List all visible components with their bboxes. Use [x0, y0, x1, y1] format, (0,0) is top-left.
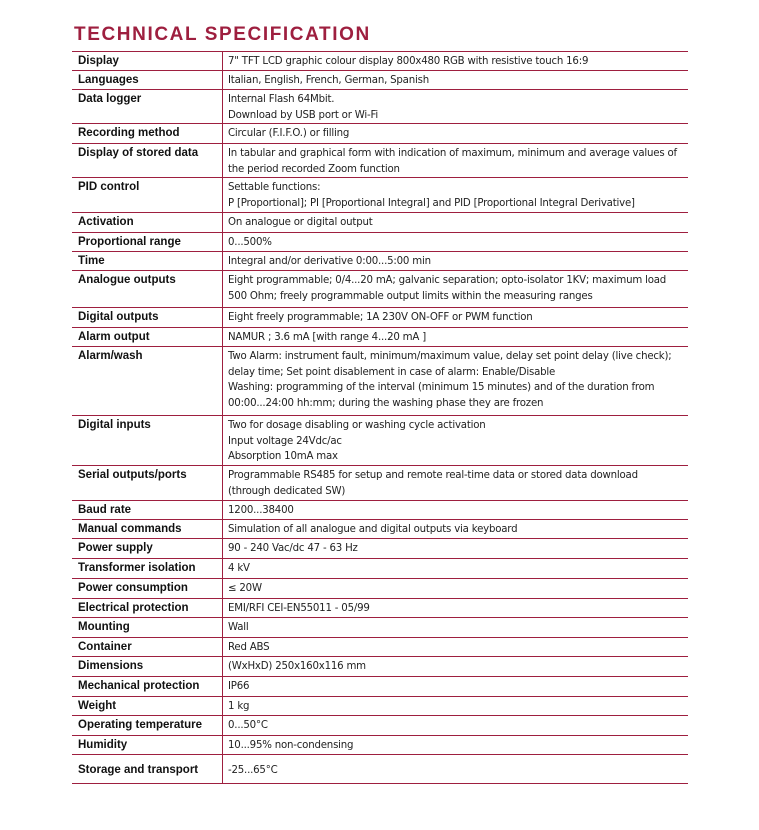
spec-value-line: Eight freely programmable; 1A 230V ON-OFF or PWM function: [228, 312, 533, 323]
spec-value-line: EMI/RFI CEI-EN55011 - 05/99: [228, 603, 370, 614]
spec-row: [72, 559, 688, 579]
spec-row: [72, 52, 688, 71]
spec-label: Operating temperature: [78, 719, 202, 731]
spec-row: [72, 178, 688, 213]
spec-row: [72, 124, 688, 144]
spec-value-line: 0...50°C: [228, 720, 268, 731]
spec-value-line: Programmable RS485 for setup and remote real-time data or stored data download: [228, 470, 638, 481]
spec-row: [72, 71, 688, 90]
spec-value-line: the period recorded Zoom function: [228, 163, 400, 175]
spec-label: Analogue outputs: [78, 274, 176, 286]
spec-value-line: 0...500%: [228, 237, 272, 248]
spec-row: [72, 716, 688, 736]
spec-row: [72, 233, 688, 252]
spec-label: PID control: [78, 181, 140, 193]
spec-row: [72, 416, 688, 466]
spec-value: [222, 579, 688, 598]
spec-value-line: Red ABS: [228, 642, 270, 653]
spec-label: Transformer isolation: [78, 562, 196, 574]
spec-value: [222, 252, 688, 270]
spec-row: [72, 697, 688, 716]
spec-value-line: (through dedicated SW): [228, 485, 346, 497]
spec-value: [222, 308, 688, 327]
spec-value-line: 1200...38400: [228, 505, 294, 516]
spec-value-line: ≤ 20W: [228, 583, 262, 594]
spec-label: Display of stored data: [78, 147, 199, 159]
spec-value: [222, 599, 688, 617]
spec-value: [222, 501, 688, 519]
spec-label: Weight: [78, 700, 117, 712]
spec-row: [72, 466, 688, 501]
spec-row: [72, 213, 688, 233]
spec-row: [72, 90, 688, 124]
spec-label: Alarm/wash: [78, 350, 143, 362]
spec-row: [72, 618, 688, 638]
spec-value-line: 1 kg: [228, 701, 250, 712]
spec-row: [72, 328, 688, 347]
spec-value: [222, 213, 688, 232]
spec-label: Activation: [78, 216, 134, 228]
spec-label: Dimensions: [78, 660, 144, 672]
spec-label: Container: [78, 641, 132, 653]
spec-row: [72, 736, 688, 755]
spec-value-line: 7" TFT LCD graphic colour display 800x480 RGB with resistive touch 16:9: [228, 56, 589, 67]
spec-value: [222, 347, 688, 415]
spec-label: Mechanical protection: [78, 680, 200, 692]
spec-value-line: delay time; Set point disablement in case of alarm: Enable/Disable: [228, 366, 556, 378]
spec-label: Display: [78, 55, 119, 67]
spec-value-line: 10...95% non-condensing: [228, 740, 354, 751]
spec-value: [222, 178, 688, 212]
spec-value: [222, 657, 688, 676]
spec-value: [222, 559, 688, 578]
spec-value: [222, 52, 688, 70]
spec-label: Electrical protection: [78, 602, 189, 614]
spec-value: [222, 539, 688, 558]
spec-label: Power consumption: [78, 582, 188, 594]
spec-row: [72, 539, 688, 559]
spec-label: Mounting: [78, 621, 130, 633]
spec-value: [222, 618, 688, 637]
spec-value-line: 00:00...24:00 hh:mm; during the washing phase they are frozen: [228, 397, 544, 409]
spec-row: [72, 638, 688, 657]
spec-label: Serial outputs/ports: [78, 469, 187, 481]
spec-table: [72, 51, 688, 784]
spec-value-line: Input voltage 24Vdc/ac: [228, 435, 342, 447]
spec-label: Digital outputs: [78, 311, 159, 323]
spec-label: Time: [78, 255, 105, 267]
spec-value: [222, 90, 688, 123]
spec-row: [72, 657, 688, 677]
spec-value-line: Download by USB port or Wi-Fi: [228, 109, 379, 121]
spec-label: Digital inputs: [78, 419, 151, 431]
spec-value-line: -25...65°C: [228, 765, 278, 776]
spec-row: [72, 501, 688, 520]
spec-value: [222, 124, 688, 143]
spec-label: Data logger: [78, 93, 142, 105]
spec-value-line: Internal Flash 64Mbit.: [228, 94, 335, 105]
spec-label: Manual commands: [78, 523, 182, 535]
spec-value: [222, 416, 688, 465]
spec-label: Power supply: [78, 542, 153, 554]
spec-value-line: 500 Ohm; freely programmable output limits within the measuring ranges: [228, 290, 593, 302]
spec-value-line: Washing: programming of the interval (minimum 15 minutes) and of the duration from: [228, 382, 655, 393]
spec-row: [72, 308, 688, 328]
spec-value-line: (WxHxD) 250x160x116 mm: [228, 661, 366, 672]
spec-value: [222, 638, 688, 656]
spec-value-line: P [Proportional]; PI [Proportional Integral] and PID [Proportional Integral Derivative]: [228, 197, 635, 209]
spec-row: [72, 252, 688, 271]
spec-label: Languages: [78, 74, 139, 86]
spec-value-line: NAMUR ; 3.6 mA [with range 4...20 mA ]: [228, 332, 426, 343]
spec-value-line: Absorption 10mA max: [228, 451, 338, 462]
spec-value-line: In tabular and graphical form with indication of maximum, minimum and average values of: [228, 148, 677, 159]
spec-value-line: Circular (F.I.F.O.) or filling: [228, 128, 350, 139]
spec-value-line: Two Alarm: instrument fault, minimum/maximum value, delay set point delay (live check);: [228, 351, 672, 362]
spec-label: Baud rate: [78, 504, 132, 516]
spec-label: Humidity: [78, 739, 128, 751]
spec-value-line: Settable functions:: [228, 182, 321, 193]
spec-value-line: Simulation of all analogue and digital outputs via keyboard: [228, 524, 518, 535]
spec-value-line: Two for dosage disabling or washing cycle activation: [228, 420, 486, 431]
spec-value-line: 90 - 240 Vac/dc 47 - 63 Hz: [228, 543, 358, 554]
spec-row: [72, 677, 688, 697]
spec-value: [222, 697, 688, 715]
spec-value-line: 4 kV: [228, 563, 250, 574]
spec-value: [222, 71, 688, 89]
spec-value-line: On analogue or digital output: [228, 217, 373, 228]
spec-label: Alarm output: [78, 331, 150, 343]
spec-value: [222, 144, 688, 177]
spec-value: [222, 755, 688, 783]
spec-row: [72, 599, 688, 618]
spec-value: [222, 271, 688, 307]
spec-value: [222, 716, 688, 735]
spec-value: [222, 736, 688, 754]
spec-value-line: Eight programmable; 0/4...20 mA; galvanic separation; opto-isolator 1KV; maximum load: [228, 275, 667, 286]
spec-row: [72, 579, 688, 599]
spec-row: [72, 755, 688, 784]
spec-value-line: Integral and/or derivative 0:00...5:00 min: [228, 256, 431, 267]
spec-label: Proportional range: [78, 236, 181, 248]
spec-row: [72, 347, 688, 416]
spec-value: [222, 677, 688, 696]
spec-value-line: IP66: [228, 681, 250, 692]
spec-value: [222, 520, 688, 538]
spec-value-line: Wall: [228, 622, 249, 633]
spec-label: Storage and transport: [78, 764, 199, 776]
spec-row: [72, 144, 688, 178]
page-title: TECHNICAL SPECIFICATION: [74, 24, 371, 45]
spec-row: [72, 520, 688, 539]
spec-label: Recording method: [78, 127, 180, 139]
spec-value: [222, 233, 688, 251]
spec-row: [72, 271, 688, 308]
spec-value: [222, 328, 688, 346]
spec-value-line: Italian, English, French, German, Spanish: [228, 75, 429, 86]
spec-value: [222, 466, 688, 500]
